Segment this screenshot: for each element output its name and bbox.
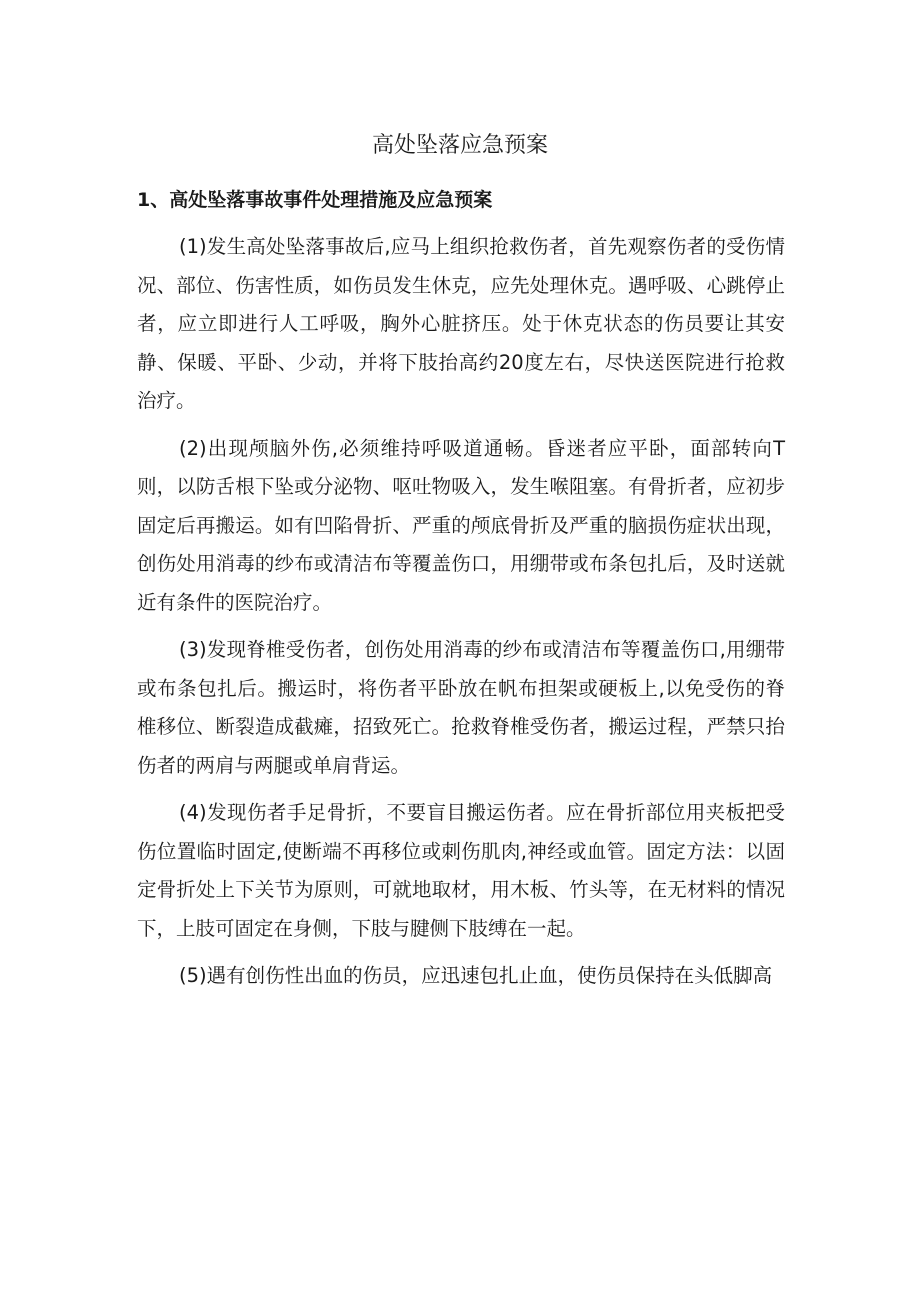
section-heading: 1、高处坠落事故事件处理措施及应急预案	[137, 189, 493, 211]
document-body	[137, 228, 785, 1005]
document-title: 高处坠落应急预案	[371, 133, 548, 158]
paragraph-3: (3)发现脊椎受伤者，创伤处用消毒的纱布或清洁布等覆盖伤口,用绷带或布条包扎后。搬运时，将伤者平卧放在帆布担架或硬板上,以免受伤的脊椎移位、断裂造成截瘫，招致死亡。抢救脊椎受伤者，搬运过程，严禁只抬伤者的两肩与两腿或单肩背运。	[137, 638, 785, 777]
paragraph-2: (2)出现颅脑外伤,必须维持呼吸道通畅。昏迷者应平卧，面部转向T则，以防舌根下坠或分泌物、呕吐物吸入，发生喉阻塞。有骨折者，应初步固定后再搬运。如有凹陷骨折、严重的颅底骨折及严重的脑损伤症状出现，创伤处用消毒的纱布或清洁布等覆盖伤口，用绷带或布条包扎后，及时送就近有条件的医院治疗。	[137, 436, 785, 614]
paragraph-4: (4)发现伤者手足骨折，不要盲目搬运伤者。应在骨折部位用夹板把受伤位置临时固定,使断端不再移位或刺伤肌肉,神经或血管。固定方法：以固定骨折处上下关节为原则，可就地取材，用木板、竹头等，在无材料的情况下，上肢可固定在身侧，下肢与腱侧下肢缚在一起。	[137, 801, 785, 940]
paragraph-1: (1)发生高处坠落事故后,应马上组织抢救伤者，首先观察伤者的受伤情况、部位、伤害性质，如伤员发生休克，应先处理休克。遇呼吸、心跳停止者，应立即进行人工呼吸，胸外心脏挤压。处于休克状态的伤员要让其安静、保暖、平卧、少动，并将下肢抬高约20度左右，尽快送医院进行抢救治疗。	[137, 235, 785, 412]
paragraph-5: (5)遇有创伤性出血的伤员，应迅速包扎止血，使伤员保持在头低脚高	[179, 964, 773, 987]
